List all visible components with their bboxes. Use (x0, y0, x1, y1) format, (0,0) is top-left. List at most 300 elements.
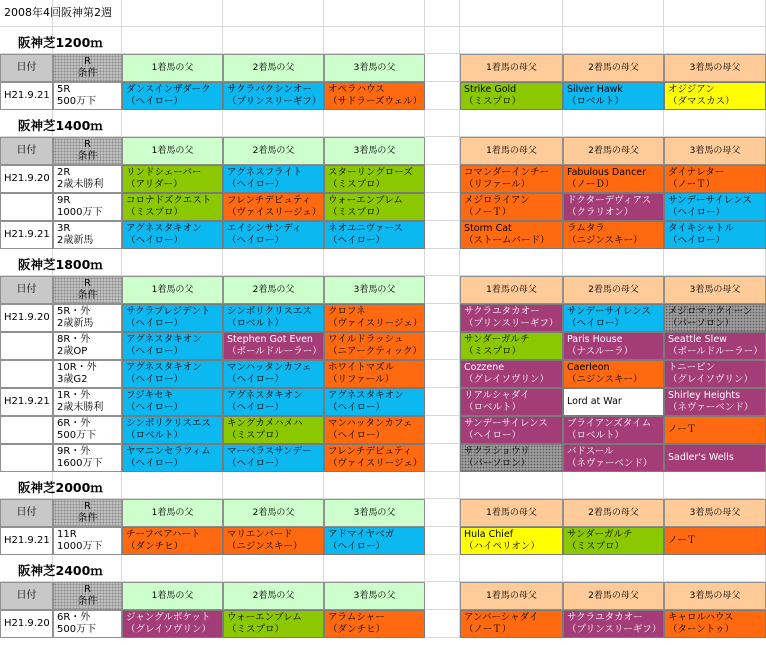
sire-name: フレンチデピュティ (328, 446, 413, 457)
race-number: 6R・外 (57, 612, 91, 623)
broodmare-sire-cell[interactable] (563, 388, 664, 416)
sire-cell[interactable] (223, 388, 324, 416)
sire-line: （ヴァイスリージェ） (328, 458, 423, 469)
broodmare-sire-name: Caerleon (567, 362, 610, 373)
sire-cell[interactable] (122, 360, 223, 388)
sire-cell[interactable] (324, 527, 425, 555)
sire-cell[interactable] (324, 388, 425, 416)
race-cell[interactable] (53, 610, 122, 638)
condition-header-label: 条件 (77, 596, 98, 607)
sire-cell[interactable] (324, 221, 425, 249)
grid-cell (460, 555, 563, 582)
sire-line: （ミスプロ） (328, 207, 386, 218)
sire-cell[interactable] (324, 360, 425, 388)
condition-header-label: 条件 (77, 290, 98, 301)
race-cell[interactable] (53, 388, 122, 416)
broodmare-sire-name: ノーＴ (668, 535, 697, 546)
sire-cell[interactable] (122, 444, 223, 472)
sire-cell[interactable] (122, 165, 223, 193)
sire-cell[interactable] (223, 360, 324, 388)
broodmare-sire-line: （ミスプロ） (567, 541, 625, 552)
broodmare-sire-cell[interactable] (664, 165, 766, 193)
broodmare-sire-cell[interactable] (460, 527, 563, 555)
date-cell[interactable] (0, 360, 53, 388)
grid-cell (425, 249, 460, 276)
broodmare-sire-name: ダイナレター (668, 167, 725, 178)
sire-cell[interactable] (122, 304, 223, 332)
mother-father-column-header (460, 54, 563, 82)
sire-name: ジャングルポケット (126, 612, 211, 623)
date-cell[interactable] (0, 416, 53, 444)
broodmare-sire-cell[interactable] (460, 416, 563, 444)
broodmare-sire-line: （ダマスカス） (668, 96, 735, 107)
broodmare-sire-cell[interactable] (563, 332, 664, 360)
grid-cell (122, 472, 223, 499)
broodmare-sire-name: Lord at War (567, 396, 622, 407)
sire-line: （ヘイロー） (126, 96, 184, 107)
date-cell[interactable] (0, 332, 53, 360)
section-title: 阪神芝1400ｍ (18, 118, 103, 133)
broodmare-sire-cell[interactable] (664, 332, 766, 360)
broodmare-sire-name: サンデーサイレンス (464, 418, 548, 429)
date-cell[interactable] (0, 610, 53, 638)
grid-cell (53, 0, 122, 27)
broodmare-sire-line: （ターントゥ） (668, 624, 735, 635)
sire-name: オペラハウス (328, 84, 385, 95)
mother-father-column-header (460, 137, 563, 165)
sire-line: （ミスプロ） (227, 624, 285, 635)
race-cell[interactable] (53, 193, 122, 221)
broodmare-sire-line: （ロベルト） (567, 96, 625, 107)
sire-cell[interactable] (223, 527, 324, 555)
sire-name: アドマイヤベガ (328, 529, 395, 540)
date-cell[interactable] (0, 388, 53, 416)
father-column-header (122, 54, 223, 82)
race-cell[interactable] (53, 165, 122, 193)
broodmare-sire-line: （ニジンスキー） (567, 374, 643, 385)
sire-line: （ミスプロ） (328, 179, 386, 190)
mother-father-column-header (664, 582, 766, 610)
broodmare-sire-name: ノーＴ (668, 424, 697, 435)
grid-cell (0, 0, 53, 27)
sire-line: （ボールドルーラー） (227, 346, 322, 357)
mother-father-column-label: 1着馬の母父 (486, 591, 537, 601)
grid-cell (664, 472, 766, 499)
broodmare-sire-name: Silver Hawk (567, 84, 623, 95)
race-condition: 2歳未勝利 (57, 179, 104, 190)
broodmare-sire-line: （ストームバード） (464, 235, 550, 246)
father-column-header (324, 582, 425, 610)
date-cell[interactable] (0, 221, 53, 249)
date-cell[interactable] (0, 82, 53, 110)
grid-cell (223, 555, 324, 582)
sire-cell[interactable] (324, 165, 425, 193)
sire-line: （ヘイロー） (227, 458, 285, 469)
race-cell[interactable] (53, 527, 122, 555)
mother-father-column-label: 2着馬の母父 (588, 508, 639, 518)
broodmare-sire-line: （ノーＴ） (668, 179, 716, 190)
grid-cell (324, 249, 425, 276)
sire-cell[interactable] (223, 304, 324, 332)
broodmare-sire-name: Fabulous Dancer (567, 167, 647, 178)
broodmare-sire-cell[interactable] (664, 527, 766, 555)
broodmare-sire-cell[interactable] (563, 193, 664, 221)
grid-cell (425, 527, 460, 555)
grid-cell (425, 360, 460, 388)
date-cell[interactable] (0, 444, 53, 472)
date-cell[interactable] (0, 304, 53, 332)
grid-cell (460, 472, 563, 499)
grid-cell (324, 110, 425, 137)
father-column-label: 1着馬の父 (151, 146, 194, 156)
broodmare-sire-name: Hula Chief (464, 529, 514, 540)
sire-cell[interactable] (324, 332, 425, 360)
mother-father-column-label: 3着馬の母父 (689, 591, 741, 601)
sire-cell[interactable] (223, 416, 324, 444)
broodmare-sire-line: （ロベルト） (567, 430, 625, 441)
race-condition: 500万下 (57, 430, 97, 441)
race-condition: 500万下 (57, 624, 97, 635)
broodmare-sire-line: （グレイソヴリン） (464, 374, 550, 385)
sire-line: （ヘイロー） (126, 346, 184, 357)
sire-name: ホワイトマズル (328, 362, 395, 373)
father-column-label: 3着馬の父 (353, 285, 396, 295)
sire-cell[interactable] (122, 82, 223, 110)
broodmare-sire-cell[interactable] (563, 360, 664, 388)
mother-father-column-header (563, 582, 664, 610)
grid-cell (122, 27, 223, 54)
broodmare-sire-line: （ミスプロ） (464, 96, 522, 107)
sire-line: （ダンチヒ） (126, 541, 184, 552)
sire-cell[interactable] (324, 610, 425, 638)
sire-line: （リファール） (328, 374, 395, 385)
sire-line: （ヘイロー） (227, 402, 285, 413)
broodmare-sire-cell[interactable] (664, 388, 766, 416)
sire-name: アグネスタキオン (328, 390, 404, 401)
sire-name: ネオユニヴァース (328, 223, 404, 234)
broodmare-sire-cell[interactable] (664, 304, 766, 332)
broodmare-sire-cell[interactable] (664, 221, 766, 249)
sire-cell[interactable] (223, 610, 324, 638)
father-column-label: 3着馬の父 (353, 146, 396, 156)
broodmare-sire-cell[interactable] (460, 332, 563, 360)
race-header (53, 582, 122, 610)
broodmare-sire-name: コマンダーインチー (464, 167, 550, 178)
sire-name: フレンチデピュティ (227, 195, 312, 206)
mother-father-column-label: 1着馬の母父 (486, 508, 537, 518)
father-column-label: 1着馬の父 (151, 63, 194, 73)
broodmare-sire-name: サクラショウリ (464, 446, 530, 457)
sire-name: サクラプレジデント (126, 306, 211, 317)
grid-cell (425, 610, 460, 638)
race-header (53, 276, 122, 304)
race-number: 9R・外 (57, 446, 91, 457)
broodmare-sire-line: （ネヴァーベンド） (567, 458, 653, 469)
father-column-label: 1着馬の父 (151, 508, 194, 518)
sire-line: （ヘイロー） (126, 235, 184, 246)
father-column-label: 1着馬の父 (151, 591, 194, 601)
grid-cell (122, 110, 223, 137)
father-column-header (324, 54, 425, 82)
broodmare-sire-name: サンデーサイレンス (567, 306, 651, 317)
race-cell[interactable] (53, 221, 122, 249)
broodmare-sire-cell[interactable] (664, 444, 766, 472)
broodmare-sire-line: （ネヴァーベンド） (668, 402, 754, 413)
broodmare-sire-cell[interactable] (664, 360, 766, 388)
broodmare-sire-line: （ハイペリオン） (464, 541, 540, 552)
grid-cell (425, 27, 460, 54)
race-cell[interactable] (53, 304, 122, 332)
sire-name: マーベラスサンデー (227, 446, 312, 457)
grid-cell (664, 0, 766, 27)
sire-cell[interactable] (223, 221, 324, 249)
date-value: H21.9.20 (4, 173, 50, 184)
broodmare-sire-name: サンダーガルチ (464, 334, 530, 345)
grid-cell (425, 221, 460, 249)
broodmare-sire-line: （グレイソヴリン） (668, 374, 754, 385)
date-header-label: 日付 (16, 590, 37, 601)
sire-name: マンハッタンカフェ (328, 418, 413, 429)
grid-cell (664, 249, 766, 276)
date-header (0, 54, 53, 82)
sire-name: ウォーエンブレム (227, 612, 302, 623)
broodmare-sire-cell[interactable] (563, 416, 664, 444)
broodmare-sire-cell[interactable] (563, 527, 664, 555)
sire-line: （ヘイロー） (126, 402, 184, 413)
broodmare-sire-cell[interactable] (460, 444, 563, 472)
grid-cell (425, 332, 460, 360)
father-column-header (122, 499, 223, 527)
sire-cell[interactable] (122, 388, 223, 416)
date-header-label: 日付 (16, 62, 37, 73)
sire-cell[interactable] (122, 332, 223, 360)
father-column-label: 2着馬の父 (252, 591, 295, 601)
broodmare-sire-line: （ノーＴ） (464, 624, 512, 635)
sire-line: （ヘイロー） (227, 179, 285, 190)
grid-cell (223, 472, 324, 499)
sire-cell[interactable] (324, 193, 425, 221)
sire-cell[interactable] (223, 165, 324, 193)
sire-cell[interactable] (223, 332, 324, 360)
broodmare-sire-cell[interactable] (460, 360, 563, 388)
broodmare-sire-cell[interactable] (563, 304, 664, 332)
mother-father-column-header (563, 137, 664, 165)
sire-cell[interactable] (223, 82, 324, 110)
grid-cell (563, 249, 664, 276)
grid-cell (425, 54, 460, 82)
father-column-header (122, 582, 223, 610)
grid-cell (460, 110, 563, 137)
broodmare-sire-name: リアルシャダイ (464, 390, 530, 401)
father-column-header (324, 499, 425, 527)
grid-cell (122, 555, 223, 582)
grid-cell (223, 249, 324, 276)
sire-line: （グレイソヴリン） (126, 624, 212, 635)
broodmare-sire-line: （ヘイロー） (668, 207, 726, 218)
father-column-label: 3着馬の父 (353, 508, 396, 518)
broodmare-sire-name: Paris House (567, 334, 623, 345)
father-column-header (324, 276, 425, 304)
sire-line: （ニジンスキー） (227, 541, 303, 552)
grid-cell (425, 388, 460, 416)
mother-father-column-header (664, 54, 766, 82)
father-column-label: 1着馬の父 (151, 285, 194, 295)
sire-cell[interactable] (122, 193, 223, 221)
broodmare-sire-name: Cozzene (464, 362, 505, 373)
sire-name: マリエンバード (227, 529, 293, 540)
grid-cell (223, 0, 324, 27)
section-title: 阪神芝1200ｍ (18, 35, 103, 50)
race-cell[interactable] (53, 332, 122, 360)
broodmare-sire-line: （クラリオン） (567, 207, 634, 218)
sire-line: （ヴァイスリージェ） (328, 318, 423, 329)
race-header-label: R (84, 278, 91, 289)
broodmare-sire-line: （プリンスリーギフ） (567, 624, 662, 635)
race-cell[interactable] (53, 360, 122, 388)
sire-line: （ヘイロー） (328, 430, 386, 441)
race-number: 11R (57, 529, 77, 540)
date-header (0, 582, 53, 610)
sire-line: （プリンスリーギフ） (227, 96, 322, 107)
sire-name: スターリングローズ (328, 167, 413, 178)
sire-line: （ヘイロー） (126, 374, 184, 385)
race-header-label: R (84, 56, 91, 67)
broodmare-sire-cell[interactable] (664, 416, 766, 444)
broodmare-sire-line: （ミスプロ） (464, 346, 522, 357)
grid-cell (324, 0, 425, 27)
race-header (53, 54, 122, 82)
condition-header-label: 条件 (77, 68, 98, 79)
condition-header-label: 条件 (77, 513, 98, 524)
broodmare-sire-cell[interactable] (460, 82, 563, 110)
broodmare-sire-name: メジロマックイーン (668, 306, 753, 317)
broodmare-sire-cell[interactable] (460, 388, 563, 416)
race-cell[interactable] (53, 416, 122, 444)
broodmare-sire-cell[interactable] (460, 193, 563, 221)
race-condition: 2歳OP (57, 346, 88, 357)
date-header (0, 276, 53, 304)
sire-name: コロナドズクエスト (126, 195, 212, 206)
grid-cell (425, 416, 460, 444)
race-cell[interactable] (53, 444, 122, 472)
date-cell[interactable] (0, 165, 53, 193)
date-value: H21.9.20 (4, 618, 50, 629)
date-value: H21.9.21 (4, 229, 50, 240)
sire-name: サクラバクシンオー (227, 84, 312, 95)
mother-father-column-header (563, 499, 664, 527)
grid-cell (324, 555, 425, 582)
grid-cell (460, 0, 563, 27)
sire-cell[interactable] (122, 610, 223, 638)
father-column-label: 3着馬の父 (353, 63, 396, 73)
sire-cell[interactable] (122, 221, 223, 249)
grid-cell (460, 249, 563, 276)
sire-name: ダンスインザダーク (126, 84, 211, 95)
broodmare-sire-cell[interactable] (460, 304, 563, 332)
race-header-label: R (84, 139, 91, 150)
broodmare-sire-cell[interactable] (460, 165, 563, 193)
broodmare-sire-name: バドスール (567, 446, 614, 457)
race-number: 5R (57, 84, 71, 95)
grid-cell (425, 499, 460, 527)
broodmare-sire-cell[interactable] (460, 221, 563, 249)
sire-cell[interactable] (122, 527, 223, 555)
race-condition: 2歳未勝利 (57, 402, 104, 413)
father-column-header (223, 276, 324, 304)
father-column-header (223, 137, 324, 165)
date-header-label: 日付 (16, 284, 37, 295)
sire-line: （ニアークティック） (328, 346, 422, 357)
date-header-label: 日付 (16, 507, 37, 518)
sire-cell[interactable] (324, 416, 425, 444)
race-header-label: R (84, 501, 91, 512)
sire-cell[interactable] (223, 193, 324, 221)
date-header (0, 137, 53, 165)
grid-cell (563, 555, 664, 582)
sire-name: リンドシェーバー (126, 167, 202, 178)
sire-cell[interactable] (324, 82, 425, 110)
broodmare-sire-line: （ノーＤ） (567, 179, 615, 190)
grid-cell (425, 472, 460, 499)
date-header-label: 日付 (16, 145, 37, 156)
date-value: H21.9.21 (4, 396, 50, 407)
race-cell[interactable] (53, 82, 122, 110)
broodmare-sire-cell[interactable] (664, 193, 766, 221)
broodmare-sire-cell[interactable] (563, 610, 664, 638)
sire-name: アグネスタキオン (126, 362, 202, 373)
sire-cell[interactable] (223, 444, 324, 472)
broodmare-sire-cell[interactable] (563, 444, 664, 472)
date-cell[interactable] (0, 527, 53, 555)
race-header-label: R (84, 584, 91, 595)
broodmare-sire-cell[interactable] (563, 165, 664, 193)
sire-line: （ヘイロー） (126, 318, 184, 329)
broodmare-sire-cell[interactable] (563, 82, 664, 110)
sire-name: アラムシャー (328, 612, 385, 623)
date-cell[interactable] (0, 193, 53, 221)
grid-cell (425, 276, 460, 304)
mother-father-column-label: 3着馬の母父 (689, 63, 741, 73)
race-header (53, 499, 122, 527)
sire-name: チーフベアハート (126, 529, 201, 540)
section-title: 阪神芝2400ｍ (18, 563, 103, 578)
broodmare-sire-name: Sadler's Wells (668, 452, 734, 463)
broodmare-sire-name: キャロルハウス (668, 612, 734, 623)
sire-cell[interactable] (122, 416, 223, 444)
broodmare-sire-name: ブライアンズタイム (567, 418, 652, 429)
broodmare-sire-cell[interactable] (664, 610, 766, 638)
broodmare-sire-name: サクラユタカオー (464, 306, 540, 317)
father-column-header (324, 137, 425, 165)
father-column-header (223, 499, 324, 527)
broodmare-sire-cell[interactable] (664, 82, 766, 110)
mother-father-column-header (664, 276, 766, 304)
broodmare-sire-line: （ニジンスキー） (567, 235, 643, 246)
sire-cell[interactable] (324, 304, 425, 332)
sire-name: アグネスタキオン (126, 223, 202, 234)
grid-cell (122, 249, 223, 276)
broodmare-sire-cell[interactable] (460, 610, 563, 638)
sire-cell[interactable] (324, 444, 425, 472)
race-condition: 1600万下 (57, 458, 103, 469)
race-number: 9R (57, 195, 71, 206)
broodmare-sire-cell[interactable] (563, 221, 664, 249)
sire-name: フジキセキ (126, 390, 174, 401)
mother-father-column-label: 1着馬の母父 (486, 63, 537, 73)
mother-father-column-header (460, 582, 563, 610)
father-column-header (122, 276, 223, 304)
mother-father-column-label: 2着馬の母父 (588, 591, 639, 601)
